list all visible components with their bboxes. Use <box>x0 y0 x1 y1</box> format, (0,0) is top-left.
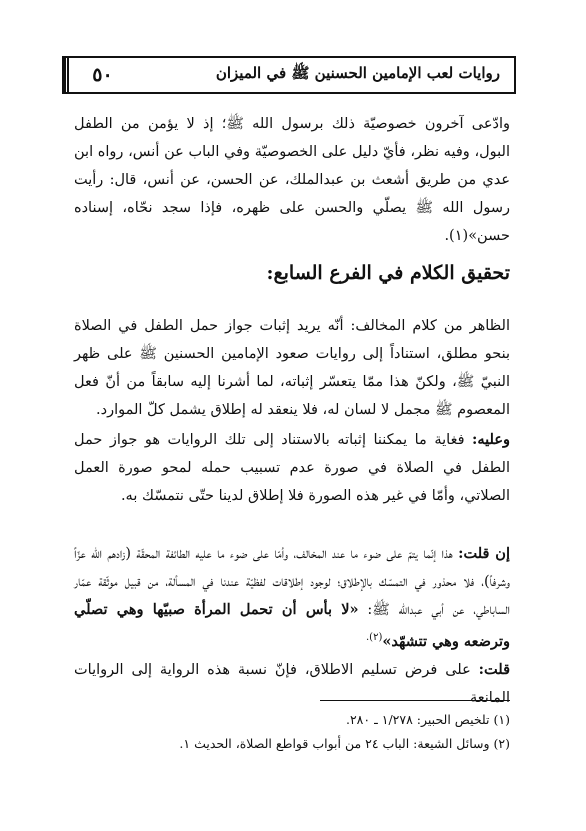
running-title: روايات لعب الإمامين الحسنين ﷺ في الميزان <box>215 64 500 82</box>
paragraph-1 <box>74 110 510 250</box>
page-header <box>62 56 516 94</box>
footnote-divider <box>320 700 510 701</box>
paragraph-3 <box>74 426 510 510</box>
footnote-2: (٢) وسائل الشيعة: الباب ٢٤ من أبواب قواطع الصلاة، الحديث ١. <box>179 736 510 751</box>
paragraph-5 <box>74 656 510 712</box>
section-heading: تحقيق الكلام في الفرع السابع: <box>266 262 510 284</box>
footnote-ref-2: (٢). <box>365 632 383 643</box>
paragraph-4 <box>74 540 510 656</box>
paragraph-3-lead: وعليه: <box>472 431 510 448</box>
paragraph-4-lead: إن قلت: <box>458 545 510 562</box>
paragraph-4-quote: «لا بأس أن تحمل المرأة صبيّها وهي تصلّي وترضعه وهي تتشهّد» <box>74 601 510 650</box>
paragraph-5-text: على فرض تسليم الاطلاق، فإنّ نسبة هذه الرواية إلى الروايات المانعة <box>74 662 510 706</box>
paragraph-2 <box>74 312 510 424</box>
footnote-1: (١) تلخيص الحبير: ١/٢٧٨ ـ ٢٨٠. <box>345 712 510 727</box>
page-number: ٥٠ <box>64 58 136 92</box>
paragraph-2-text: الظاهر من كلام المخالف: أنّه يريد إثبات جواز حمل الطفل في الصلاة بنحو مطلق، استناداً إلى روايات صعود الإمامين الحسنين ﷺ على ظهر النبيّ ﷺ، ولكنّ هذا ممّا يتعسّر إثباته، لما أشرنا إليه سابقاً من أنّ فعل المعصوم ﷺ مجمل لا لسان له، فلا ينعقد له إطلاق يشمل كلّ الموارد. <box>74 318 510 418</box>
paragraph-4-text: هذا إنّما يتمّ على ضوء ما عند المخالف، وأمّا على ضوء ما عليه الطائفة المحقّة (زادهم الله عزّاً وشرفاً)، فلا محذور في التمسّك بالإطلاق؛ لوجود إطلاقات لفظيّة عندنا في المسألة، من قبيل موثّقة عمّار الساباطي، عن أبي عبدالله ﷺ: <box>74 546 510 618</box>
paragraph-3-text: فغاية ما يمكننا إثباته بالاستناد إلى تلك الروايات هو جواز حمل الطفل في الصلاة في صورة عدم تسبيب حمله لمحو صورة العمل الصلاتي، وأمّا في غير هذه الصورة فلا إطلاق لدينا حتّى نتمسّك به. <box>74 432 510 504</box>
paragraph-5-lead: قلت: <box>478 661 510 678</box>
paragraph-1-text: وادّعى آخرون خصوصيّة ذلك برسول الله ﷺ؛ إذ لا يؤمن من الطفل البول، وفيه نظر، فأيّ دليل على الخصوصيّة وفي الباب عن أنس، رواه ابن عدي من طريق أشعث بن عبدالملك، عن الحسن، عن أنس، قال: رأيت رسول الله ﷺ يصلّي والحسن على ظهره، فإذا سجد نحّاه، إسناده حسن»(١). <box>74 116 510 244</box>
footnotes <box>74 708 510 756</box>
